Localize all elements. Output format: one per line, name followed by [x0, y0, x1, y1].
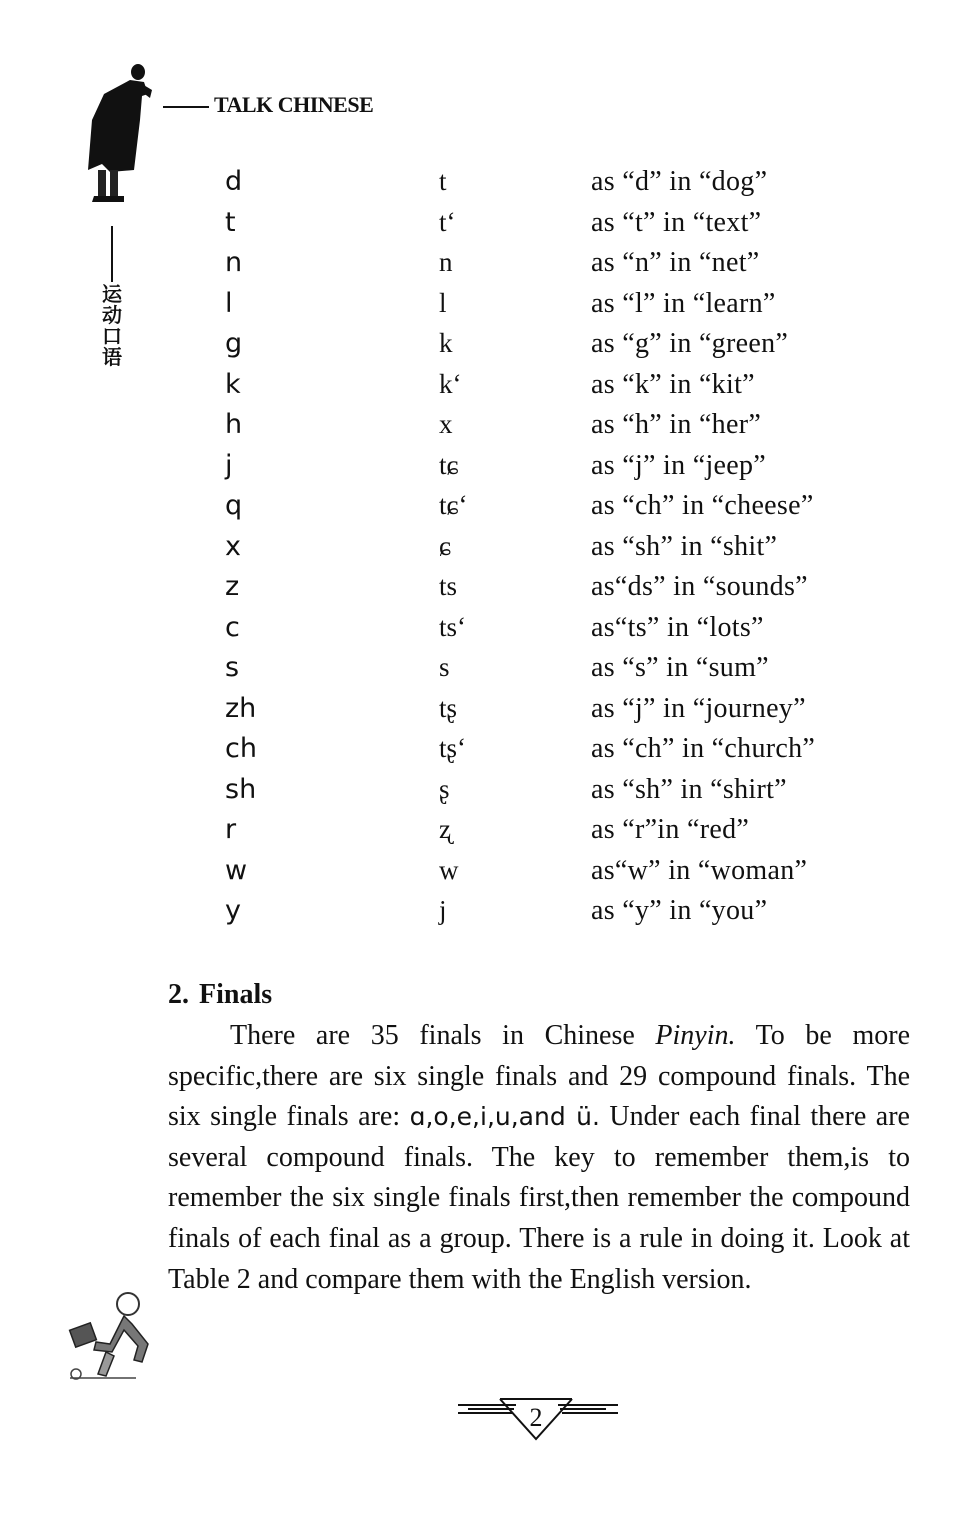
example-cell: as “k” in “kit” [591, 368, 755, 400]
table-row [0, 571, 960, 611]
ipa-cell: x [439, 409, 453, 439]
ipa-cell: ʂ [439, 773, 450, 804]
header-rule [163, 106, 209, 108]
pinyin-cell: sh [225, 773, 257, 805]
pinyin-cell: t [225, 206, 236, 238]
pinyin-cell: z [225, 571, 240, 602]
example-cell: as “t” in “text” [591, 206, 762, 238]
page-number: 2 [529, 1403, 543, 1432]
pinyin-cell: c [225, 611, 240, 643]
section-number: 2. [168, 979, 189, 1010]
example-cell: as “n” in “net” [591, 247, 760, 278]
pinyin-cell: x [225, 530, 241, 562]
ipa-cell: tʂ [439, 692, 458, 723]
pinyin-cell: w [225, 854, 248, 886]
pinyin-cell: r [225, 814, 237, 845]
side-label-char: 动 [102, 303, 122, 327]
example-cell: as“ts” in “lots” [591, 611, 764, 643]
ipa-cell: ts [439, 571, 458, 601]
section-title: Finals [199, 979, 273, 1010]
example-cell: as “sh” in “shirt” [591, 773, 787, 805]
ipa-cell: tɕ‘ [439, 490, 468, 520]
table-row [0, 166, 960, 206]
example-cell: as “h” in “her” [591, 409, 762, 440]
table-row [0, 531, 960, 571]
example-cell: as “ch” in “cheese” [591, 490, 814, 521]
example-cell: as“ds” in “sounds” [591, 571, 808, 602]
example-cell: as “d” in “dog” [591, 166, 768, 197]
ipa-cell: ʐ [439, 814, 451, 844]
example-cell: as“w” in “woman” [591, 854, 808, 886]
pinyin-cell: y [225, 895, 241, 926]
paragraph-text: There are 35 finals in Chinese [230, 1020, 656, 1051]
ipa-cell: j [439, 895, 447, 925]
table-row [0, 369, 960, 409]
side-label-char: 口 [102, 324, 122, 348]
ipa-cell: tɕ [439, 449, 459, 480]
ipa-cell: t‘ [439, 206, 456, 237]
pinyin-cell: zh [225, 692, 257, 724]
example-cell: as “y” in “you” [591, 895, 768, 926]
section-heading [168, 979, 272, 1011]
book-title: TALK CHINESE [214, 92, 374, 117]
ipa-cell: ts‘ [439, 611, 466, 642]
table-row [0, 288, 960, 328]
table-row [0, 247, 960, 287]
example-cell: as “s” in “sum” [591, 652, 769, 683]
table-row [0, 733, 960, 773]
paragraph-italic-term: Pinyin. [655, 1020, 736, 1051]
ipa-cell: w [439, 854, 459, 885]
example-cell: as “sh” in “shit” [591, 530, 778, 562]
table-row [0, 612, 960, 652]
ipa-cell: t [439, 166, 447, 196]
example-cell: as “l” in “learn” [591, 287, 776, 319]
table-row [0, 774, 960, 814]
table-row [0, 324, 960, 368]
example-cell: as “j” in “journey” [591, 692, 806, 724]
table-row [0, 409, 960, 449]
single-finals-list: ɑ,o,e,i,u,and ü. [409, 1102, 600, 1132]
running-student-icon [66, 1286, 166, 1386]
ipa-cell: n [439, 247, 453, 277]
ipa-cell: ɕ [439, 530, 451, 561]
pinyin-cell: ch [225, 733, 257, 764]
pinyin-cell: j [225, 449, 233, 481]
pinyin-cell: d [225, 166, 243, 197]
pinyin-cell: h [225, 409, 243, 440]
ipa-cell: k‘ [439, 368, 462, 399]
table-row [0, 490, 960, 530]
table-row [0, 855, 960, 895]
paragraph-text: Under each final there are several compound finals. The key to remember them,is to remember the six single finals first,then remember the compound finals of each final as a group. There is a rule in doing it. Look at Table 2 and compare them with the English version. [168, 1101, 910, 1295]
page-number-ornament [456, 1395, 626, 1445]
finals-paragraph [168, 1016, 910, 1300]
table-row [0, 814, 960, 854]
pinyin-cell: l [225, 287, 233, 319]
side-label-char: 运 [102, 282, 122, 306]
example-cell: as “j” in “jeep” [591, 449, 767, 481]
ipa-cell: s [439, 652, 450, 682]
pinyin-cell: q [225, 490, 243, 521]
example-cell: as “ch” in “church” [591, 733, 816, 764]
pinyin-cell: k [225, 368, 241, 400]
side-label-char: 语 [102, 345, 122, 369]
example-cell: as “g” in “green” [591, 328, 789, 359]
paragraph-text: To be more specific,there are six single finals and 29 compound finals. The six single finals are: [168, 1020, 910, 1133]
pinyin-cell: s [225, 652, 240, 683]
table-row [0, 207, 960, 247]
table-row [0, 895, 960, 935]
example-cell: as “r”in “red” [591, 814, 750, 845]
ipa-cell: k [439, 328, 453, 358]
ipa-cell: tʂ‘ [439, 733, 466, 763]
ipa-cell: l [439, 287, 447, 318]
table-row [0, 450, 960, 490]
pinyin-cell: n [225, 247, 243, 278]
pinyin-cell: g [225, 328, 243, 359]
table-row [0, 693, 960, 733]
table-row [0, 652, 960, 692]
